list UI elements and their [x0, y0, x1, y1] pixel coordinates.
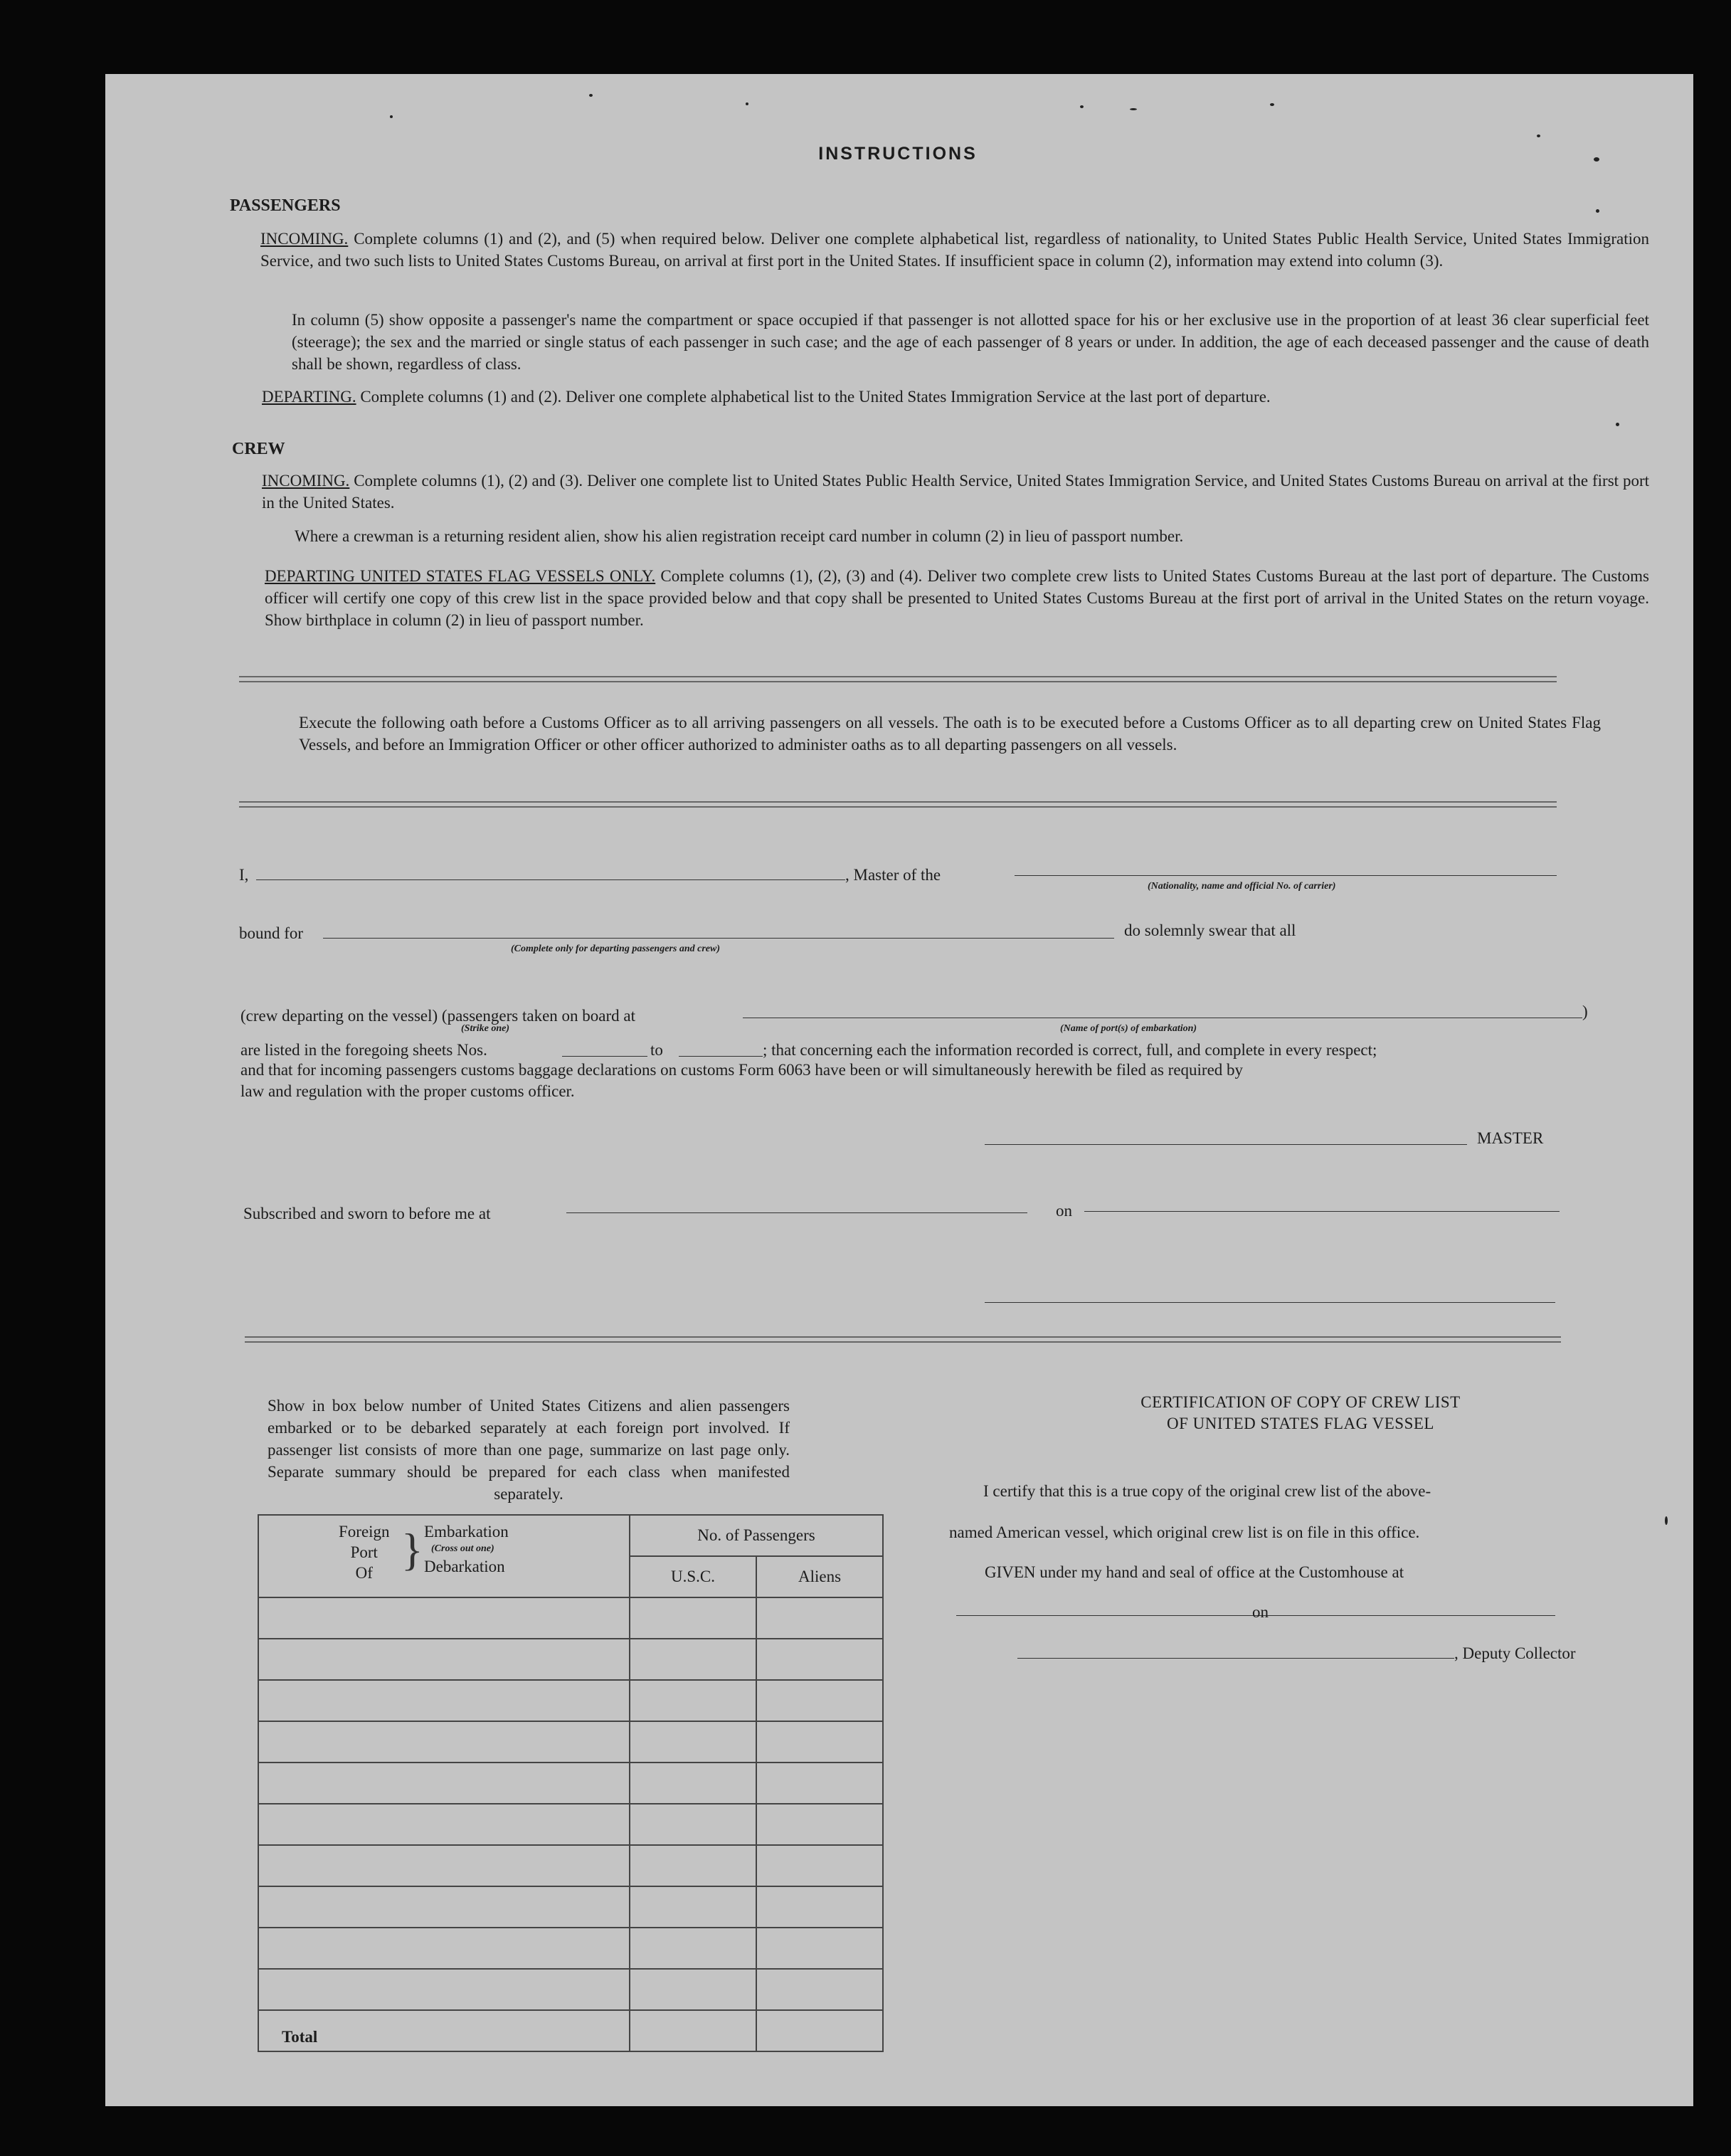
complete-note: (Complete only for departing passengers and crew): [511, 944, 720, 954]
port-cell[interactable]: [258, 1969, 630, 2010]
passengers-departing-label: DEPARTING.: [262, 388, 356, 406]
passengers-departing-paragraph: [262, 386, 1656, 408]
certification-title-line1: CERTIFICATION OF COPY OF CREW LIST: [1140, 1393, 1461, 1411]
total-usc-cell[interactable]: [630, 2010, 756, 2051]
total-aliens-cell[interactable]: [756, 2010, 883, 2051]
col-embark: Embarkation: [424, 1523, 509, 1541]
sworn-place-field[interactable]: [566, 1212, 1027, 1213]
speckle: [1080, 105, 1084, 108]
listed-line-2: and that for incoming passengers customs baggage declarations on customs Form 6063 have been or will simultaneously herewith be filed as required by: [240, 1061, 1244, 1079]
usc-cell[interactable]: [630, 1763, 756, 1804]
strike-one-note: (Strike one): [461, 1023, 510, 1034]
certify-line1: I certify that this is a true copy of the original crew list of the above-: [983, 1482, 1431, 1500]
col-port: Port: [350, 1543, 378, 1561]
given-line: GIVEN under my hand and seal of office at the Customhouse at: [985, 1563, 1404, 1581]
aliens-cell[interactable]: [756, 1639, 883, 1680]
passenger-summary-table: [258, 1514, 884, 2052]
table-row: [258, 1680, 883, 1721]
passengers-departing-text: Complete columns (1) and (2). Deliver one complete alphabetical list to the United States Immigration Service at the last port of departure.: [360, 388, 1271, 406]
listed-pre: are listed in the foregoing sheets Nos.: [240, 1041, 487, 1059]
speckle: [390, 115, 393, 118]
usc-cell[interactable]: [630, 1969, 756, 2010]
aliens-cell[interactable]: [756, 1680, 883, 1721]
crew-departing-paragraph: [265, 565, 1649, 631]
listed-post: ; that concerning each the information recorded is correct, full, and complete in every respect;: [763, 1041, 1377, 1059]
port-cell[interactable]: [258, 1721, 630, 1763]
no-passengers-header: No. of Passengers: [630, 1515, 883, 1556]
speckle: [1594, 157, 1599, 162]
passengers-incoming-paragraph: [260, 228, 1649, 272]
master-of-label: , Master of the: [845, 866, 941, 884]
table-row: [258, 1886, 883, 1928]
port-cell[interactable]: [258, 1680, 630, 1721]
aliens-cell[interactable]: [756, 1804, 883, 1845]
usc-cell[interactable]: [630, 1804, 756, 1845]
total-label: Total: [258, 2010, 630, 2051]
crew-heading: CREW: [232, 440, 285, 458]
cert-date-field[interactable]: [1278, 1615, 1555, 1616]
usc-header: U.S.C.: [630, 1556, 756, 1597]
table-row: [258, 1969, 883, 2010]
aliens-header: Aliens: [756, 1556, 883, 1597]
port-cell[interactable]: [258, 1886, 630, 1928]
section-divider: [239, 801, 1557, 808]
oath-i-label: I,: [239, 866, 249, 884]
col-of: Of: [355, 1564, 373, 1582]
document-page: [105, 74, 1693, 2106]
passengers-column5-paragraph: In column (5) show opposite a passenger's name the compartment or space occupied if that passenger is not allotted space for his or her exclusive use in the proportion of at least 36 clear superficial feet (steerage); the sex and the married or single status of each passenger in such case; and the age of each passenger of 8 years or under. In addition, the age of each deceased passenger and the cause of death shall be shown, regardless of class.: [292, 311, 1649, 373]
speckle: [1270, 103, 1274, 106]
speckle: [1537, 134, 1540, 137]
listed-line-3: law and regulation with the proper customs officer.: [240, 1082, 575, 1100]
deputy-collector-label: , Deputy Collector: [1454, 1644, 1576, 1662]
speckle: [1616, 423, 1619, 426]
usc-cell[interactable]: [630, 1639, 756, 1680]
passengers-heading: PASSENGERS: [230, 196, 341, 215]
subscribed-label: Subscribed and sworn to before me at: [243, 1205, 491, 1222]
customhouse-field[interactable]: [956, 1615, 1283, 1616]
usc-cell[interactable]: [630, 1845, 756, 1886]
master-label: MASTER: [1477, 1129, 1544, 1147]
sworn-on-label: on: [1056, 1202, 1072, 1220]
aliens-cell[interactable]: [756, 1928, 883, 1969]
speckle: [746, 102, 748, 105]
port-cell[interactable]: [258, 1763, 630, 1804]
close-paren: ): [1582, 1003, 1588, 1020]
col-debark: Debarkation: [424, 1558, 505, 1575]
brace-icon: }: [401, 1524, 423, 1575]
speckle: [589, 94, 593, 97]
sworn-date-field[interactable]: [1084, 1211, 1560, 1212]
table-row: [258, 1721, 883, 1763]
listed-line-1: [240, 1039, 487, 1061]
aliens-cell[interactable]: [756, 1845, 883, 1886]
bound-for-label: bound for: [239, 924, 304, 942]
page-title: INSTRUCTIONS: [818, 144, 978, 164]
table-row: [258, 1804, 883, 1845]
crew-departing-label: (crew departing on the vessel) (passengers taken on board at: [240, 1007, 635, 1025]
master-signature-field[interactable]: [985, 1144, 1467, 1145]
table-row: [258, 1639, 883, 1680]
port-note: (Name of port(s) of embarkation): [1060, 1023, 1197, 1034]
passengers-incoming-label: INCOMING.: [260, 230, 349, 248]
officer-signature-field[interactable]: [985, 1302, 1555, 1303]
usc-cell[interactable]: [630, 1597, 756, 1639]
usc-cell[interactable]: [630, 1886, 756, 1928]
section-divider: [239, 676, 1557, 682]
port-cell[interactable]: [258, 1597, 630, 1639]
speckle: [1596, 209, 1599, 213]
col-cross: (Cross out one): [431, 1543, 494, 1554]
certification-title: [1030, 1392, 1571, 1434]
port-cell[interactable]: [258, 1928, 630, 1969]
aliens-cell[interactable]: [756, 1886, 883, 1928]
aliens-cell[interactable]: [756, 1721, 883, 1763]
crew-departing-text: Complete columns (1), (2), (3) and (4). Deliver two complete crew lists to United States Customs Bureau at the last port of departure. The Customs officer will certify one copy of this crew list in the space provided below and that copy shall be presented to United States Customs Bureau at the first port of arrival in the United States on the return voyage. Show birthplace in column (2) in lieu of passport number.: [265, 567, 1650, 629]
certification-title-line2: OF UNITED STATES FLAG VESSEL: [1167, 1415, 1434, 1432]
oath-instructions: Execute the following oath before a Customs Officer as to all arriving passengers on all vessels. The oath is to be executed before a Customs Officer as to all departing crew on United States Flag Vessels, and before an Immigration Officer or other officer authorized to administer oaths as to all departing passengers on all vessels.: [299, 714, 1601, 754]
sheet-to-field[interactable]: [679, 1056, 763, 1057]
table-row: [258, 1845, 883, 1886]
passengers-incoming-text: Complete columns (1) and (2), and (5) when required below. Deliver one complete alphabetical list, regardless of nationality, to United States Public Health Service, United States Immigration Service, and two such lists to United States Customs Bureau, on arrival at first port in the United States. If insufficient space in column (2), information may extend into column (3).: [260, 230, 1650, 270]
section-divider: [245, 1336, 1561, 1343]
aliens-cell[interactable]: [756, 1969, 883, 2010]
table-row: [258, 1763, 883, 1804]
summary-instructions: Show in box below number of United States Citizens and alien passengers embarked or to be debarked separately at each foreign port involved. If passenger list consists of more than one page, summarize on last page only. Separate summary should be prepared for each class when manifested separately.: [268, 1397, 790, 1503]
crew-incoming-text: Complete columns (1), (2) and (3). Deliver one complete list to United States Public Health Service, United States Immigration Service, and United States Customs Bureau on arrival at the first port in the United States.: [262, 472, 1649, 512]
crew-resident-paragraph: Where a crewman is a returning resident alien, show his alien registration receipt card number in column (2) in lieu of passport number.: [295, 527, 1184, 545]
usc-cell[interactable]: [630, 1680, 756, 1721]
total-row: [258, 2010, 883, 2051]
nationality-note: (Nationality, name and official No. of carrier): [1148, 881, 1336, 892]
crew-incoming-label: INCOMING.: [262, 472, 350, 490]
port-header-left: [339, 1521, 390, 1583]
swear-label: do solemnly swear that all: [1124, 921, 1296, 939]
sheet-from-field[interactable]: [562, 1056, 647, 1057]
crew-incoming-paragraph: [262, 470, 1649, 514]
port-header-cell: [258, 1515, 630, 1597]
crew-departing-label: DEPARTING UNITED STATES FLAG VESSELS ONLY.: [265, 567, 656, 585]
port-header-right: [424, 1521, 509, 1577]
speckle: [1130, 108, 1137, 110]
table-row: [258, 1928, 883, 1969]
port-cell[interactable]: [258, 1845, 630, 1886]
cert-on-label: on: [1252, 1603, 1269, 1621]
port-cell[interactable]: [258, 1804, 630, 1845]
usc-cell[interactable]: [630, 1721, 756, 1763]
port-cell[interactable]: [258, 1639, 630, 1680]
master-name-field[interactable]: [256, 879, 845, 880]
usc-cell[interactable]: [630, 1928, 756, 1969]
col-foreign: Foreign: [339, 1523, 390, 1541]
aliens-cell[interactable]: [756, 1763, 883, 1804]
aliens-cell[interactable]: [756, 1597, 883, 1639]
listed-to: to: [650, 1041, 663, 1059]
destination-field[interactable]: [323, 938, 1114, 939]
deputy-signature-field[interactable]: [1017, 1658, 1454, 1659]
certify-line2: named American vessel, which original crew list is on file in this office.: [949, 1523, 1420, 1541]
table-row: [258, 1597, 883, 1639]
carrier-field[interactable]: [1015, 875, 1557, 876]
